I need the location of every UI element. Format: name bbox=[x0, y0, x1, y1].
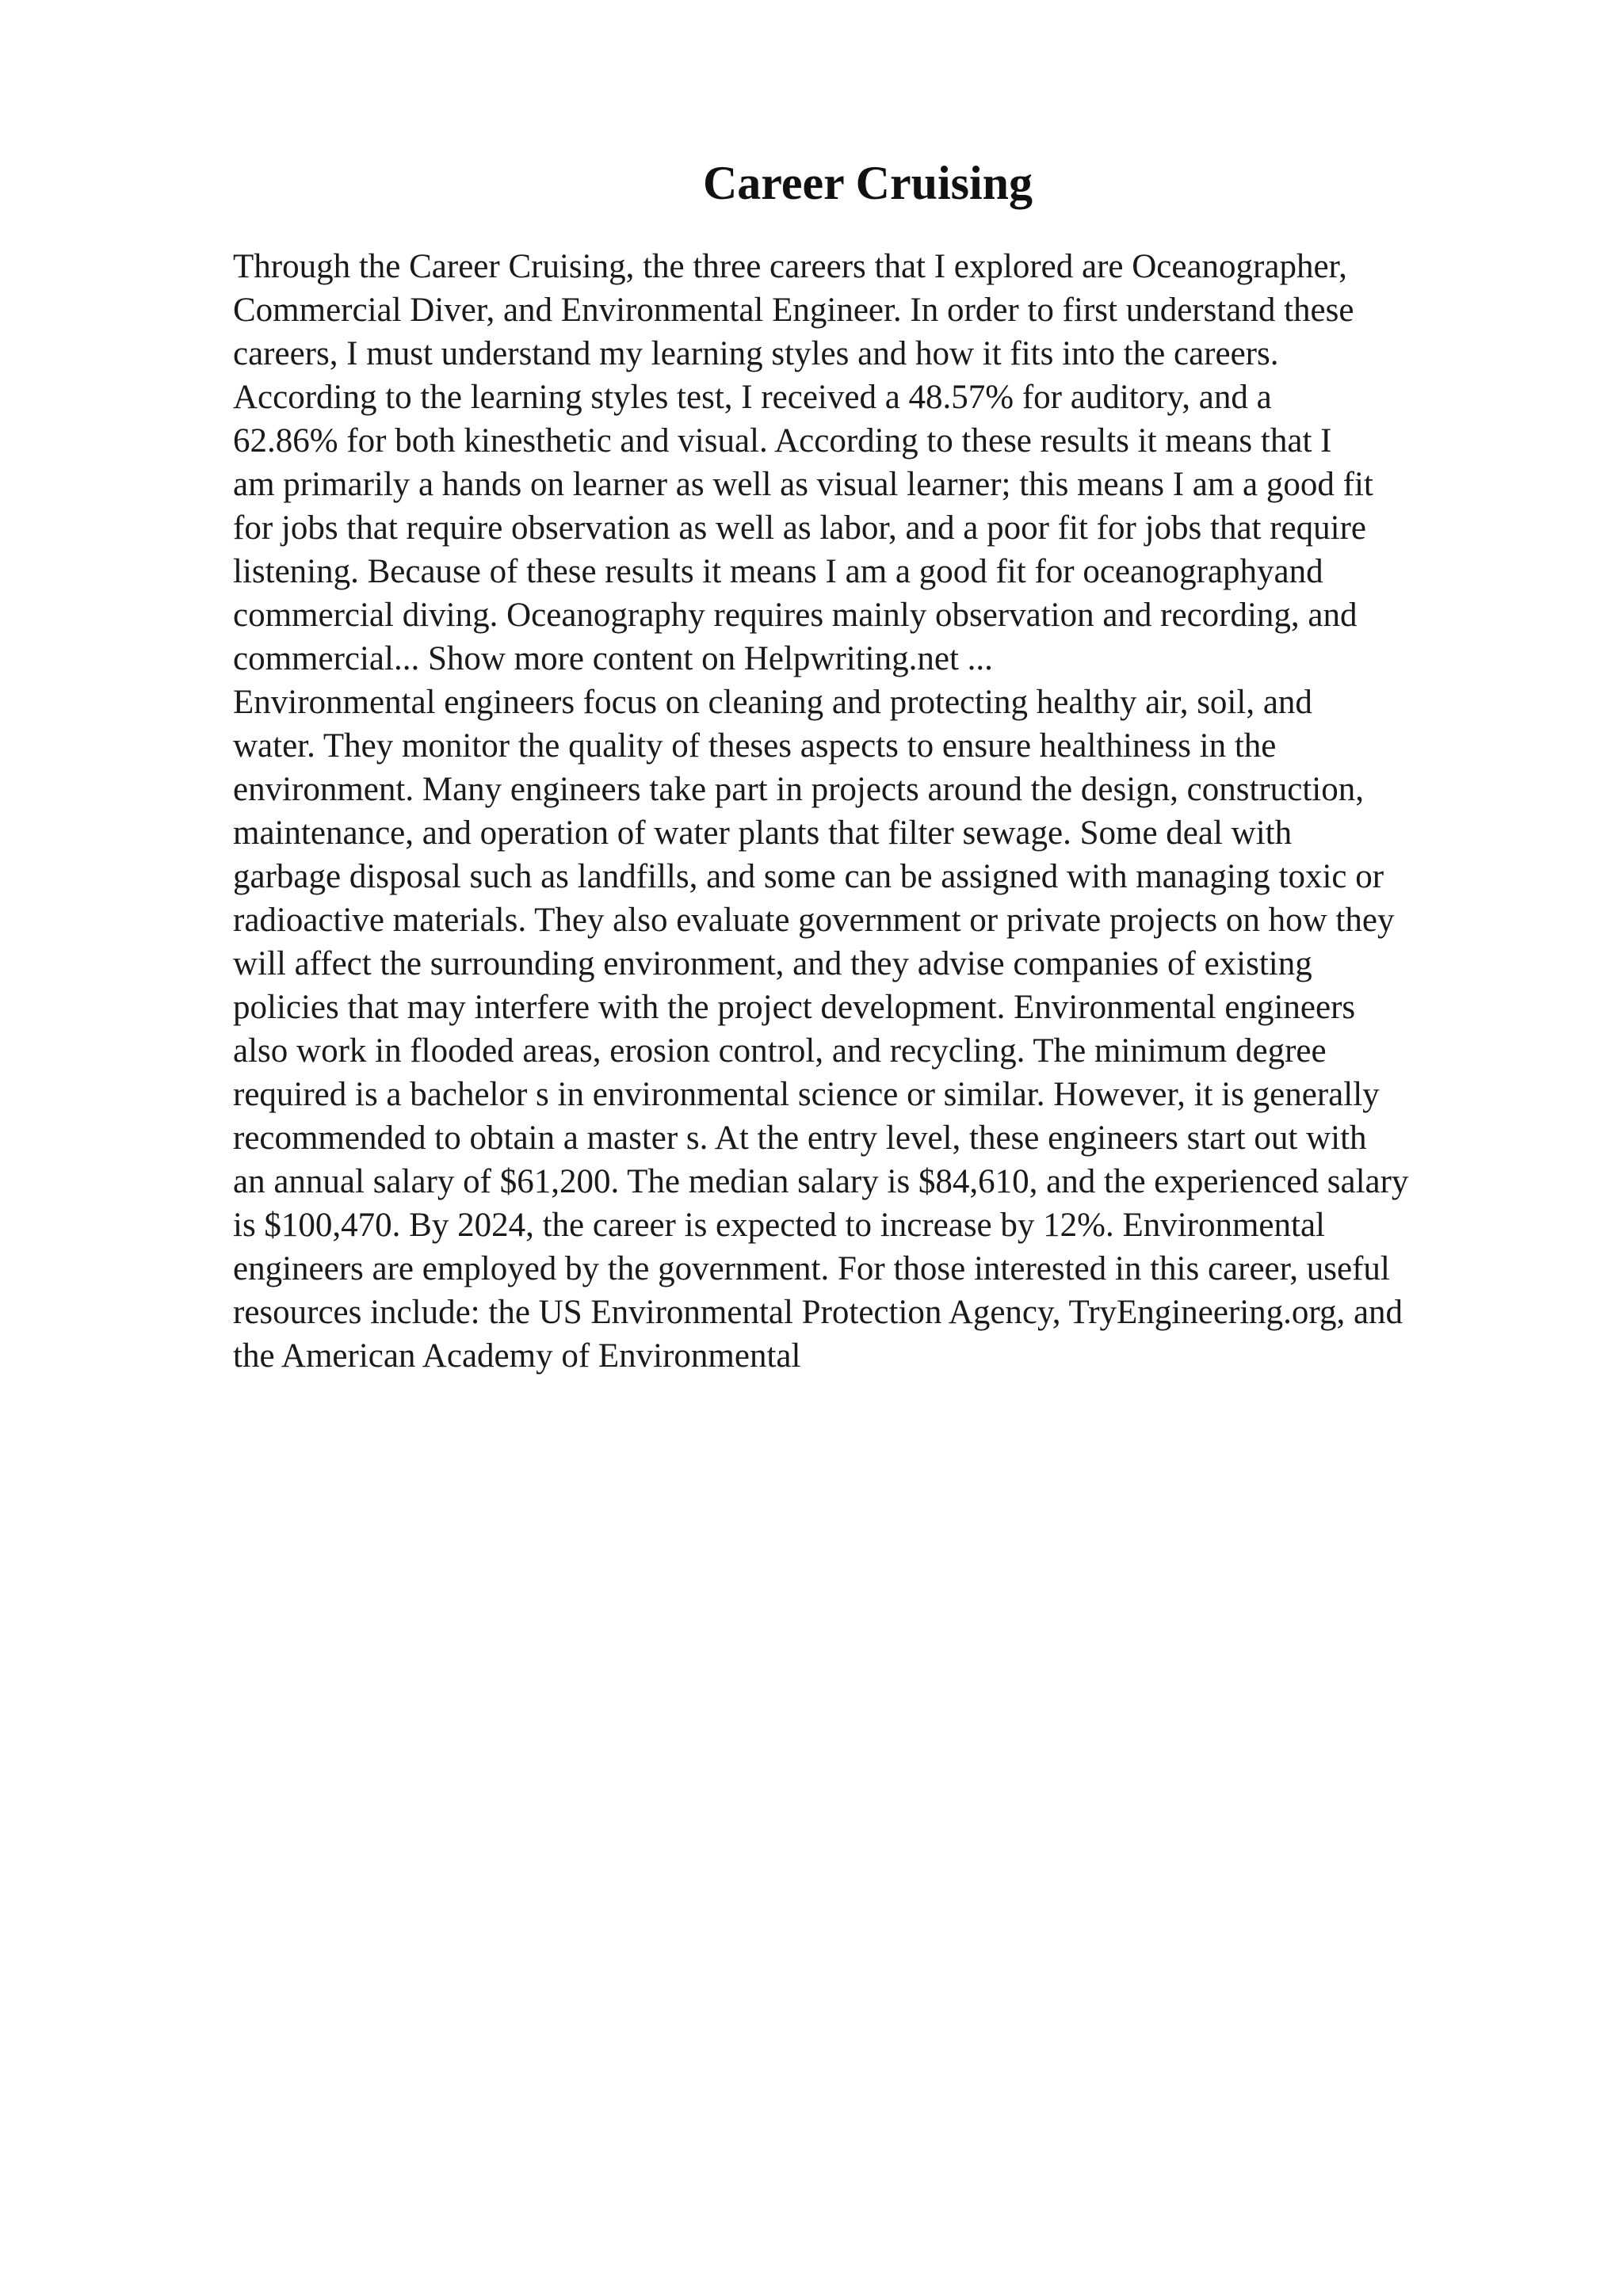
body-line: 62.86% for both kinesthetic and visual. According to these results it means that I bbox=[233, 422, 1332, 460]
document-title: Career Cruising bbox=[702, 157, 1033, 209]
body-line: Commercial Diver, and Environmental Engineer. In order to first understand these bbox=[233, 292, 1354, 329]
body-line: Environmental engineers focus on cleaning and protecting healthy air, soil, and bbox=[233, 684, 1312, 721]
body-line: also work in flooded areas, erosion control, and recycling. The minimum degree bbox=[233, 1032, 1327, 1070]
body-line: listening. Because of these results it means I am a good fit for oceanographyand bbox=[233, 553, 1323, 590]
body-line: am primarily a hands on learner as well as visual learner; this means I am a good fit bbox=[233, 466, 1373, 503]
body-line: commercial diving. Oceanography requires mainly observation and recording, and bbox=[233, 597, 1358, 634]
body-line: According to the learning styles test, I received a 48.57% for auditory, and a bbox=[233, 379, 1272, 416]
body-line: Through the Career Cruising, the three careers that I explored are Oceanographer, bbox=[233, 248, 1347, 285]
body-line: maintenance, and operation of water plants that filter sewage. Some deal with bbox=[233, 814, 1293, 852]
body-line: engineers are employed by the government. For those interested in this career, useful bbox=[233, 1250, 1390, 1287]
body-line: for jobs that require observation as well as labor, and a poor fit for jobs that require bbox=[233, 509, 1366, 547]
body-line: will affect the surrounding environment, and they advise companies of existing bbox=[233, 945, 1312, 982]
document-body bbox=[233, 245, 1564, 1378]
body-line: an annual salary of $61,200. The median salary is $84,610, and the experienced salary bbox=[233, 1163, 1409, 1200]
body-line: radioactive materials. They also evaluate government or private projects on how they bbox=[233, 902, 1395, 939]
show-more-line: commercial... Show more content on Helpwriting.net ... bbox=[233, 640, 993, 677]
body-line: policies that may interfere with the project development. Environmental engineers bbox=[233, 989, 1356, 1026]
body-line: careers, I must understand my learning styles and how it fits into the careers. bbox=[233, 335, 1279, 372]
body-line: recommended to obtain a master s. At the entry level, these engineers start out with bbox=[233, 1119, 1367, 1157]
body-line: environment. Many engineers take part in projects around the design, construction, bbox=[233, 771, 1364, 808]
body-line: is $100,470. By 2024, the career is expected to increase by 12%. Environmental bbox=[233, 1207, 1325, 1244]
body-line: the American Academy of Environmental bbox=[233, 1337, 801, 1375]
body-line: required is a bachelor s in environmental science or similar. However, it is generally bbox=[233, 1076, 1380, 1113]
body-line: resources include: the US Environmental Protection Agency, TryEngineering.org, and bbox=[233, 1294, 1403, 1331]
body-line: water. They monitor the quality of theses aspects to ensure healthiness in the bbox=[233, 727, 1277, 765]
body-line: garbage disposal such as landfills, and some can be assigned with managing toxic or bbox=[233, 858, 1384, 895]
